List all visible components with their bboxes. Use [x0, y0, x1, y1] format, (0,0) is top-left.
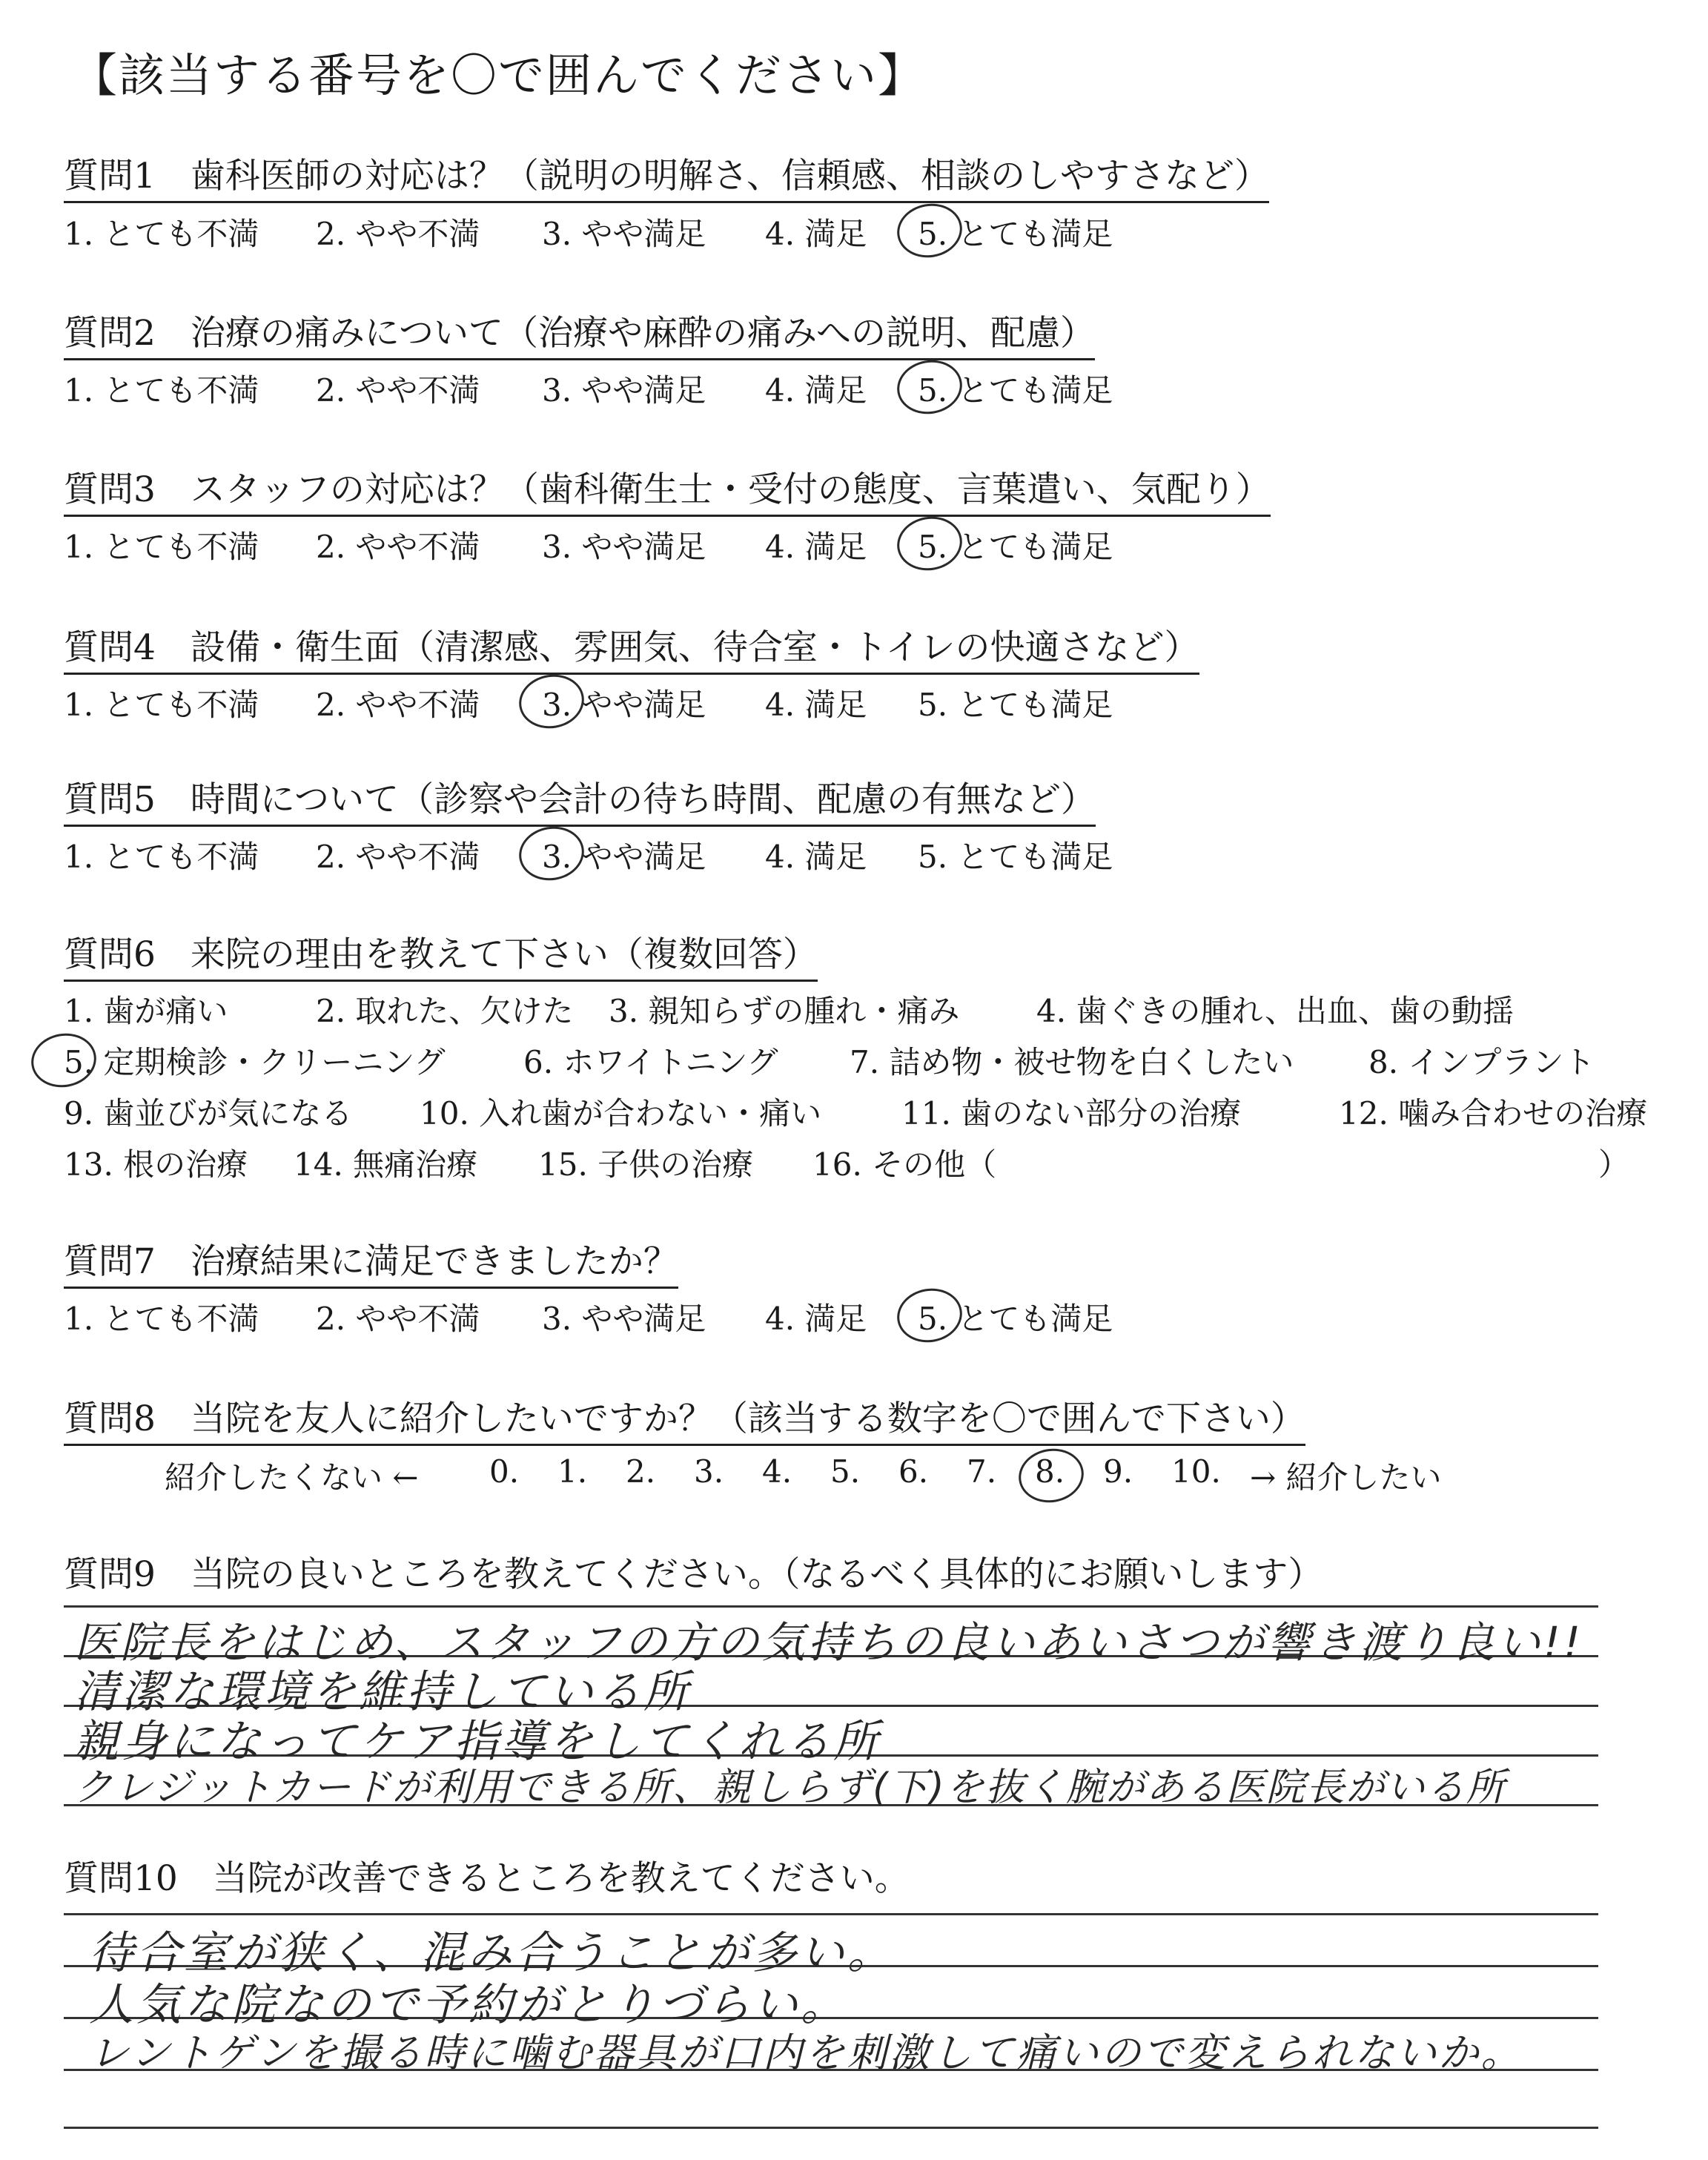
- q6-option-14[interactable]: 14. 無痛治療: [294, 1146, 478, 1183]
- q3-options: [64, 523, 1621, 567]
- q4-option-2[interactable]: 2. やや不満: [316, 687, 480, 723]
- q8-option-7[interactable]: 7.: [967, 1453, 997, 1490]
- q9-title: 質問9 当院の良いところを教えてください。（なるべく具体的にお願いします）: [64, 1554, 1323, 1595]
- q8-option-8[interactable]: 8.: [1035, 1453, 1065, 1490]
- q2-option-5[interactable]: 5. とても満足: [918, 372, 1113, 409]
- q3-option-2[interactable]: 2. やや不満: [316, 529, 480, 565]
- q6-option-13[interactable]: 13. 根の治療: [64, 1146, 248, 1183]
- q1-option-3[interactable]: 3. やや満足: [542, 216, 706, 252]
- q7-option-3[interactable]: 3. やや満足: [542, 1301, 706, 1337]
- q6-row-4: [64, 1140, 1658, 1185]
- q6-option-12[interactable]: 12. 噛み合わせの治療: [1339, 1095, 1648, 1132]
- q5-option-3[interactable]: 3. やや満足: [542, 839, 706, 875]
- q9-answer-4[interactable]: クレジットカードが利用できる所、親しらず(下)を抜く腕がある医院長がいる所: [74, 1766, 1506, 1810]
- q1-option-1[interactable]: 1. とても不満: [64, 216, 259, 252]
- q5-option-4[interactable]: 4. 満足: [765, 839, 867, 875]
- q6-row-1: [64, 987, 1658, 1031]
- q5-option-2[interactable]: 2. やや不満: [316, 839, 480, 875]
- q6-option-16[interactable]: 16. その他（: [812, 1146, 997, 1183]
- q2-option-2[interactable]: 2. やや不満: [316, 372, 480, 409]
- q6-option-11[interactable]: 11. 歯のない部分の治療: [901, 1095, 1242, 1132]
- q7-option-4[interactable]: 4. 満足: [765, 1301, 867, 1337]
- q8-option-3[interactable]: 3.: [694, 1453, 724, 1490]
- q5-title: 質問5 時間について（診察や会計の待ち時間、配慮の有無など）: [64, 772, 1096, 827]
- q10-rule-1: [64, 1913, 1598, 1915]
- q8-title: 質問8 当院を友人に紹介したいですか？（該当する数字を〇で囲んで下さい）: [64, 1391, 1305, 1446]
- q8-option-0[interactable]: 0.: [489, 1453, 520, 1490]
- q4-option-1[interactable]: 1. とても不満: [64, 687, 259, 723]
- q6-option-5[interactable]: 5. 定期検診・クリーニング: [64, 1044, 446, 1080]
- q9-answer-3[interactable]: 親身になってケア指導をしてくれる所: [74, 1716, 881, 1768]
- q8-scale: [64, 1453, 1658, 1498]
- q8-option-2[interactable]: 2.: [626, 1453, 656, 1490]
- q6-row-2: [64, 1038, 1658, 1083]
- q7-title: 質問7 治療結果に満足できましたか？: [64, 1234, 678, 1289]
- q6-option-15[interactable]: 15. 子供の治療: [538, 1146, 754, 1183]
- q10-answer-1[interactable]: 待合室が狭く、混み合うことが多い。: [89, 1927, 895, 1979]
- q6-option-9[interactable]: 9. 歯並びが気になる: [64, 1095, 353, 1132]
- q1-option-5[interactable]: 5. とても満足: [918, 216, 1113, 252]
- q8-option-1[interactable]: 1.: [557, 1453, 588, 1490]
- q6-option-7[interactable]: 7. 詰め物・被せ物を白くしたい: [850, 1044, 1294, 1080]
- q3-title: 質問3 スタッフの対応は？（歯科衛生士・受付の態度、言葉遣い、気配り）: [64, 462, 1271, 517]
- q2-option-3[interactable]: 3. やや満足: [542, 372, 706, 409]
- q2-option-4[interactable]: 4. 満足: [765, 372, 867, 409]
- q8-option-4[interactable]: 4.: [762, 1453, 792, 1490]
- q8-option-9[interactable]: 9.: [1103, 1453, 1133, 1490]
- q4-title: 質問4 設備・衛生面（清潔感、雰囲気、待合室・トイレの快適さなど）: [64, 620, 1199, 675]
- q3-option-5[interactable]: 5. とても満足: [918, 529, 1113, 565]
- q8-option-5[interactable]: 5.: [830, 1453, 861, 1490]
- q10-rule-5: [64, 2127, 1598, 2129]
- q9-answer-1[interactable]: 医院長をはじめ、スタッフの方の気持ちの良いあいさつが響き渡り良い!!: [74, 1617, 1584, 1668]
- q1-options: [64, 210, 1621, 254]
- q10-answer-2[interactable]: 人気な院なので予約がとりづらい。: [89, 1979, 848, 2031]
- q10-title: 質問10 当院が改善できるところを教えてください。: [64, 1858, 910, 1899]
- q6-option-3[interactable]: 3. 親知らずの腫れ・痛み: [609, 993, 960, 1029]
- q6-option-2[interactable]: 2. 取れた、欠けた: [316, 993, 574, 1029]
- q4-option-4[interactable]: 4. 満足: [765, 687, 867, 723]
- q6-option-1[interactable]: 1. 歯が痛い: [64, 993, 228, 1029]
- q2-title: 質問2 治療の痛みについて（治療や麻酔の痛みへの説明、配慮）: [64, 305, 1095, 360]
- q3-option-1[interactable]: 1. とても不満: [64, 529, 259, 565]
- q9-answer-2[interactable]: 清潔な環境を維持している所: [74, 1666, 691, 1718]
- q6-option-6[interactable]: 6. ホワイトニング: [523, 1044, 778, 1080]
- q8-option-10[interactable]: 10.: [1171, 1453, 1221, 1490]
- q7-option-1[interactable]: 1. とても不満: [64, 1301, 259, 1337]
- q2-option-1[interactable]: 1. とても不満: [64, 372, 259, 409]
- q4-option-5[interactable]: 5. とても満足: [918, 687, 1113, 723]
- q10-answer-3[interactable]: レントゲンを撮る時に噛む器具が口内を刺激して痛いので変えられないか。: [89, 2029, 1523, 2076]
- q4-option-3[interactable]: 3. やや満足: [542, 687, 706, 723]
- q4-options: [64, 681, 1621, 725]
- q6-other-close-paren: ）: [1598, 1146, 1630, 1183]
- q6-option-4[interactable]: 4. 歯ぐきの腫れ、出血、歯の動揺: [1036, 993, 1514, 1029]
- q8-option-6[interactable]: 6.: [898, 1453, 929, 1490]
- q2-options: [64, 366, 1621, 411]
- q8-selection-circle: [1014, 1444, 1088, 1507]
- q7-option-5[interactable]: 5. とても満足: [918, 1301, 1113, 1337]
- q1-title: 質問1 歯科医師の対応は？（説明の明解さ、信頼感、相談のしやすさなど）: [64, 148, 1269, 203]
- q6-row-3: [64, 1089, 1658, 1134]
- q5-option-1[interactable]: 1. とても不満: [64, 839, 259, 875]
- q3-option-3[interactable]: 3. やや満足: [542, 529, 706, 565]
- q6-option-8[interactable]: 8. インプラント: [1368, 1044, 1595, 1080]
- page-header: 【該当する番号を〇で囲んでください】: [71, 48, 926, 102]
- q1-option-4[interactable]: 4. 満足: [765, 216, 867, 252]
- q6-option-10[interactable]: 10. 入れ歯が合わない・痛い: [420, 1095, 822, 1132]
- q7-options: [64, 1295, 1621, 1339]
- q5-options: [64, 833, 1621, 877]
- q6-title: 質問6 来院の理由を教えて下さい（複数回答）: [64, 927, 818, 982]
- q8-right-label: → 紹介したい: [1250, 1459, 1442, 1496]
- q1-option-2[interactable]: 2. やや不満: [316, 216, 480, 252]
- q5-option-5[interactable]: 5. とても満足: [918, 839, 1113, 875]
- q8-left-label: 紹介したくない ←: [165, 1459, 419, 1496]
- q3-option-4[interactable]: 4. 満足: [765, 529, 867, 565]
- q7-option-2[interactable]: 2. やや不満: [316, 1301, 480, 1337]
